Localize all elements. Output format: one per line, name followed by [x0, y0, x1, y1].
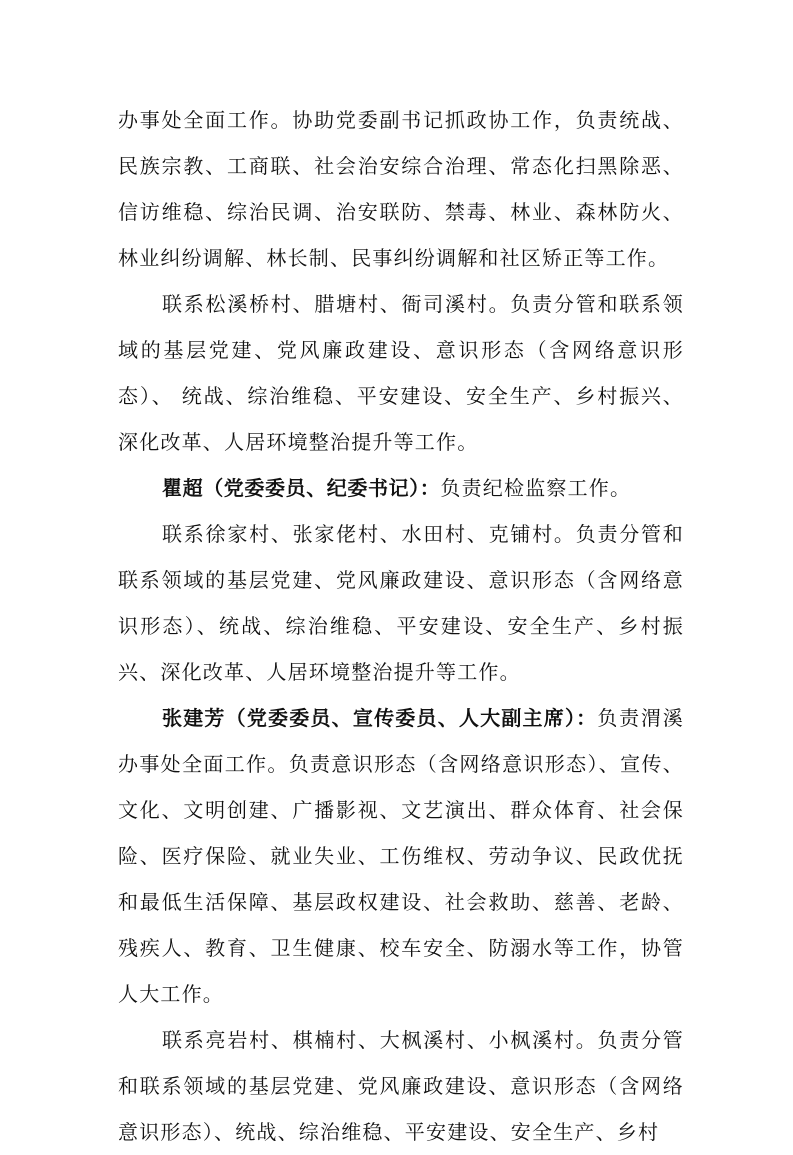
paragraph-liaison-villages — [118, 511, 684, 695]
official-name-title: 张建芳（党委委员、宣传委员、人大副主席）： — [162, 706, 598, 730]
paragraph-continuation — [118, 97, 684, 281]
document-body — [118, 97, 684, 1155]
official-name-title: 瞿超（党委委员、纪委书记）： — [162, 476, 441, 500]
paragraph-zhang-jianfang-duties — [118, 695, 684, 1017]
paragraph-text: 负责渭溪办事处全面工作。负责意识形态（含网络意识形态）、宣传、文化、文明创建、广播影视、文艺演出、群众体育、社会保险、医疗保险、就业失业、工伤维权、劳动争议、民政优抚和最低生活保障、基层政权建设、社会救助、慈善、老龄、残疾人、教育、卫生健康、校车安全、防溺水等工作，协管人大工作。 — [118, 706, 684, 1006]
paragraph-text: 负责纪检监察工作。 — [440, 476, 632, 500]
paragraph-text: 联系徐家村、张家佬村、水田村、克铺村。负责分管和联系领域的基层党建、党风廉政建设、意识形态（含网络意识形态）、统战、综治维稳、平安建设、安全生产、乡村振兴、深化改革、人居环境整治提升等工作。 — [118, 522, 684, 684]
paragraph-liaison-villages — [118, 1017, 684, 1155]
paragraph-text: 联系松溪桥村、腊塘村、衙司溪村。负责分管和联系领域的基层党建、党风廉政建设、意识形态（含网络意识形态）、 统战、综治维稳、平安建设、安全生产、乡村振兴、深化改革、人居环境整治提升等工作。 — [118, 292, 684, 454]
paragraph-text: 联系亮岩村、棋楠村、大枫溪村、小枫溪村。负责分管和联系领域的基层党建、党风廉政建设、意识形态（含网络意识形态）、统战、综治维稳、平安建设、安全生产、乡村 — [118, 1028, 684, 1144]
paragraph-qu-chao-duties — [118, 465, 684, 511]
paragraph-liaison-villages — [118, 281, 684, 465]
paragraph-text: 办事处全面工作。协助党委副书记抓政协工作，负责统战、民族宗教、工商联、社会治安综合治理、常态化扫黑除恶、信访维稳、综治民调、治安联防、禁毒、林业、森林防火、林业纠纷调解、林长制、民事纠纷调解和社区矫正等工作。 — [118, 108, 684, 270]
